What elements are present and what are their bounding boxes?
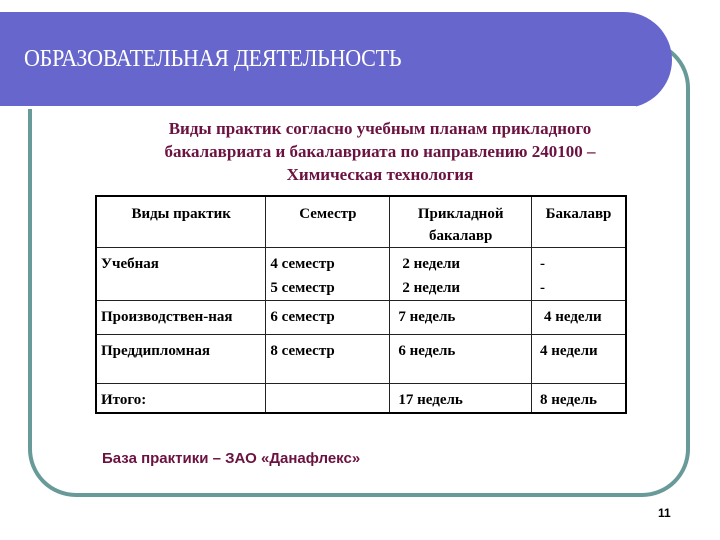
cell-type: Учебная — [96, 248, 266, 301]
title-banner — [0, 12, 672, 108]
cell-bachelor: 8 недель — [531, 384, 626, 414]
cell-applied: 7 недель — [390, 301, 532, 335]
banner-divider — [0, 106, 636, 109]
table-row — [96, 248, 626, 301]
header-practice-type: Виды практик — [96, 196, 266, 248]
cell-type: Итого: — [96, 384, 266, 414]
cell-bachelor: 4 недели — [531, 301, 626, 335]
cell-applied: 6 недель — [390, 335, 532, 384]
practices-table — [95, 195, 627, 414]
table-header-row — [96, 196, 626, 248]
cell-line: - — [539, 256, 545, 272]
slide-title: ОБРАЗОВАТЕЛЬНАЯ ДЕЯТЕЛЬНОСТЬ — [24, 46, 402, 72]
table-heading — [90, 117, 670, 186]
heading-line-1: Виды практик согласно учебным планам прикладного — [168, 119, 592, 138]
table-row — [96, 384, 626, 414]
cell-type: Преддипломная — [96, 335, 266, 384]
cell-type: Производствен-ная — [96, 301, 266, 335]
cell-bachelor: 4 недели — [531, 335, 626, 384]
page-number: 11 — [658, 506, 671, 520]
cell-semester — [266, 384, 390, 414]
heading-line-2: бакалавриата и бакалавриата по направлению 240100 – — [164, 142, 596, 161]
table-row — [96, 301, 626, 335]
cell-semester: 6 семестр — [266, 301, 390, 335]
practice-base-note: База практики – ЗАО «Данафлекс» — [102, 450, 361, 467]
cell-bachelor — [531, 248, 626, 301]
table-row — [96, 335, 626, 384]
header-applied-bachelor: Прикладной бакалавр — [390, 196, 532, 248]
cell-line: 2 недели — [402, 280, 461, 296]
cell-line: 4 семестр — [270, 256, 335, 272]
cell-applied — [390, 248, 532, 301]
header-semester: Семестр — [266, 196, 390, 248]
cell-semester: 8 семестр — [266, 335, 390, 384]
header-bachelor: Бакалавр — [531, 196, 626, 248]
cell-line: 5 семестр — [270, 280, 335, 296]
heading-line-3: Химическая технология — [286, 165, 474, 184]
cell-semester — [266, 248, 390, 301]
cell-line: 2 недели — [402, 256, 461, 272]
cell-line: - — [539, 280, 545, 296]
cell-applied: 17 недель — [390, 384, 532, 414]
